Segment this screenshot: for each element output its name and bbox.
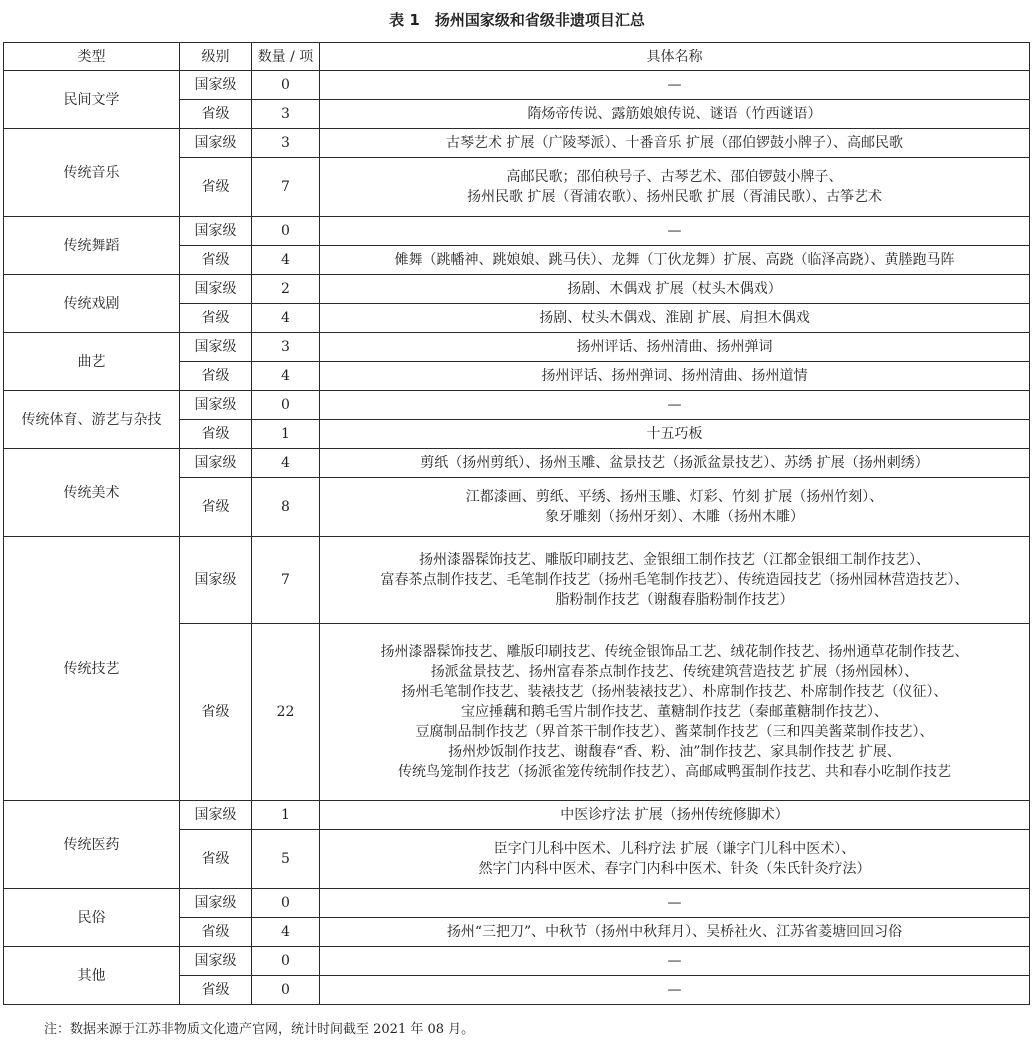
count-cell: 4 — [252, 362, 320, 391]
names-line: 扬州漆器髹饰技艺、雕版印刷技艺、金银细工制作技艺（江都金银细工制作技艺）、 — [419, 552, 930, 568]
names-line: 高邮民歌；邵伯秧号子、古琴艺术、邵伯锣鼓小牌子、 — [506, 169, 843, 185]
names-line: 江都漆画、剪纸、平绣、扬州玉雕、灯彩、竹刻 扩展（扬州竹刻）、 — [465, 489, 884, 505]
names-line: — — [667, 953, 682, 969]
names-cell — [320, 801, 1030, 830]
names-cell — [320, 976, 1030, 1005]
names-cell — [320, 420, 1030, 449]
names-line: 然字门内科中医术、春字门内科中医术、针灸（朱氏针灸疗法） — [478, 861, 871, 877]
level-cell: 国家级 — [180, 391, 252, 420]
names-line: 扬州评话、扬州清曲、扬州弹词 — [576, 339, 773, 355]
level-cell: 省级 — [180, 246, 252, 275]
names-cell — [320, 129, 1030, 158]
names-line: 中医诊疗法 扩展（扬州传统修脚术） — [560, 807, 789, 823]
level-cell: 国家级 — [180, 217, 252, 246]
table-row — [4, 71, 1030, 100]
count-cell: 4 — [252, 449, 320, 478]
names-line: — — [667, 223, 682, 239]
level-cell: 省级 — [180, 362, 252, 391]
names-line: 十五巧板 — [646, 426, 703, 442]
names-line: 剪纸（扬州剪纸）、扬州玉雕、盆景技艺（扬派盆景技艺）、苏绣 扩展（扬州刺绣） — [420, 455, 929, 471]
count-cell: 4 — [252, 304, 320, 333]
names-line: — — [667, 397, 682, 413]
count-cell: 22 — [252, 624, 320, 801]
names-line: 象牙雕刻（扬州牙刻）、木雕（扬州木雕） — [545, 509, 804, 525]
count-cell: 7 — [252, 158, 320, 217]
level-cell: 省级 — [180, 420, 252, 449]
names-cell — [320, 304, 1030, 333]
level-cell: 省级 — [180, 158, 252, 217]
header-type: 类型 — [4, 43, 180, 71]
names-cell — [320, 333, 1030, 362]
level-cell: 国家级 — [180, 71, 252, 100]
count-cell: 0 — [252, 947, 320, 976]
table-row — [4, 275, 1030, 304]
count-cell: 1 — [252, 420, 320, 449]
names-cell — [320, 478, 1030, 537]
names-line: 宝应捶藕和鹅毛雪片制作技艺、董糖制作技艺（秦邮董糖制作技艺）、 — [461, 704, 888, 720]
count-cell: 0 — [252, 391, 320, 420]
names-line: 扬剧、杖头木偶戏、淮剧 扩展、肩担木偶戏 — [539, 310, 810, 326]
level-cell: 省级 — [180, 976, 252, 1005]
level-cell: 省级 — [180, 830, 252, 889]
names-cell — [320, 362, 1030, 391]
category-type-cell: 传统舞蹈 — [4, 217, 180, 275]
table-row — [4, 391, 1030, 420]
names-cell — [320, 947, 1030, 976]
names-line: 扬州漆器髹饰技艺、雕版印刷技艺、传统金银饰品工艺、绒花制作技艺、扬州通草花制作技艺、 — [380, 644, 969, 660]
level-cell: 省级 — [180, 478, 252, 537]
names-cell — [320, 100, 1030, 129]
names-line: 脂粉制作技艺（谢馥春脂粉制作技艺） — [555, 592, 794, 608]
names-cell — [320, 889, 1030, 918]
names-line: 扬州民歌 扩展（胥浦农歌）、扬州民歌 扩展（胥浦民歌）、古筝艺术 — [467, 189, 882, 205]
count-cell: 3 — [252, 129, 320, 158]
table-row — [4, 801, 1030, 830]
names-cell — [320, 217, 1030, 246]
category-type-cell: 民间文学 — [4, 71, 180, 129]
category-type-cell: 传统医药 — [4, 801, 180, 889]
count-cell: 3 — [252, 333, 320, 362]
names-line: 扬州评话、扬州弹词、扬州清曲、扬州道情 — [541, 368, 808, 384]
names-cell — [320, 275, 1030, 304]
count-cell: 0 — [252, 976, 320, 1005]
category-type-cell: 传统戏剧 — [4, 275, 180, 333]
level-cell: 国家级 — [180, 801, 252, 830]
level-cell: 国家级 — [180, 275, 252, 304]
names-line: 扬州“三把刀”、中秋节（扬州中秋拜月）、吴桥社火、江苏省菱塘回回习俗 — [446, 924, 903, 940]
count-cell: 0 — [252, 217, 320, 246]
category-type-cell: 传统技艺 — [4, 537, 180, 801]
names-line: 隋炀帝传说、露筋娘娘传说、谜语（竹西谜语） — [527, 106, 822, 122]
category-type-cell: 传统美术 — [4, 449, 180, 537]
names-line: 扬州毛笔制作技艺、装裱技艺（扬州装裱技艺）、朴席制作技艺、朴席制作技艺（仪征）、 — [401, 684, 948, 700]
table-title: 表 1 扬州国家级和省级非遗项目汇总 — [389, 11, 645, 29]
level-cell: 国家级 — [180, 537, 252, 624]
count-cell: 0 — [252, 71, 320, 100]
level-cell: 省级 — [180, 624, 252, 801]
names-line: 扬剧、木偶戏 扩展（杖头木偶戏） — [567, 281, 782, 297]
table-row — [4, 537, 1030, 624]
table-row — [4, 947, 1030, 976]
names-cell — [320, 246, 1030, 275]
count-cell: 8 — [252, 478, 320, 537]
names-cell — [320, 449, 1030, 478]
table-row — [4, 449, 1030, 478]
category-type-cell: 民俗 — [4, 889, 180, 947]
source-note: 注：数据来源于江苏非物质文化遗产官网，统计时间截至 2021 年 08 月。 — [44, 1022, 475, 1037]
names-line: — — [667, 895, 682, 911]
level-cell: 国家级 — [180, 129, 252, 158]
names-cell — [320, 918, 1030, 947]
heritage-table — [3, 42, 1030, 1005]
count-cell: 0 — [252, 889, 320, 918]
table-body — [4, 71, 1030, 1005]
count-cell: 4 — [252, 246, 320, 275]
names-line: 傩舞（跳幡神、跳娘娘、跳马伕）、龙舞（丁伙龙舞）扩展、高跷（临泽高跷）、黄塍跑马阵 — [394, 252, 955, 268]
category-type-cell: 传统体育、游艺与杂技 — [4, 391, 180, 449]
names-cell — [320, 830, 1030, 889]
count-cell: 4 — [252, 918, 320, 947]
names-line: — — [667, 982, 682, 998]
header-names: 具体名称 — [320, 43, 1030, 71]
names-cell — [320, 71, 1030, 100]
level-cell: 国家级 — [180, 889, 252, 918]
table-row — [4, 333, 1030, 362]
table-row — [4, 889, 1030, 918]
category-type-cell: 曲艺 — [4, 333, 180, 391]
table-row — [4, 129, 1030, 158]
names-line: 豆腐制品制作技艺（界首茶干制作技艺）、酱菜制作技艺（三和四美酱菜制作技艺）、 — [415, 724, 934, 740]
count-cell: 3 — [252, 100, 320, 129]
level-cell: 国家级 — [180, 449, 252, 478]
header-level: 级别 — [180, 43, 252, 71]
names-line: 富春茶点制作技艺、毛笔制作技艺（扬州毛笔制作技艺）、传统造园技艺（扬州园林营造技艺）、 — [380, 572, 969, 588]
names-line: 扬派盆景技艺、扬州富春茶点制作技艺、传统建筑营造技艺 扩展（扬州园林）、 — [430, 664, 919, 680]
category-type-cell: 传统音乐 — [4, 129, 180, 217]
level-cell: 国家级 — [180, 333, 252, 362]
header-row — [4, 43, 1030, 71]
count-cell: 5 — [252, 830, 320, 889]
level-cell: 省级 — [180, 918, 252, 947]
names-cell — [320, 391, 1030, 420]
count-cell: 2 — [252, 275, 320, 304]
count-cell: 1 — [252, 801, 320, 830]
names-line: 古琴艺术 扩展（广陵琴派）、十番音乐 扩展（邵伯锣鼓小牌子）、高邮民歌 — [446, 135, 903, 151]
count-cell: 7 — [252, 537, 320, 624]
names-line: — — [667, 77, 682, 93]
names-line: 传统鸟笼制作技艺（扬派雀笼传统制作技艺）、高邮咸鸭蛋制作技艺、共和春小吃制作技艺 — [398, 764, 951, 780]
names-cell — [320, 624, 1030, 801]
table-row — [4, 217, 1030, 246]
level-cell: 省级 — [180, 100, 252, 129]
names-cell — [320, 158, 1030, 217]
names-cell — [320, 537, 1030, 624]
category-type-cell: 其他 — [4, 947, 180, 1005]
names-line: 扬州炒饭制作技艺、谢馥春“香、粉、油”制作技艺、家具制作技艺 扩展、 — [448, 744, 901, 760]
header-count: 数量 / 项 — [252, 43, 320, 71]
names-line: 臣字门儿科中医术、儿科疗法 扩展（谦字门儿科中医术）、 — [493, 841, 856, 857]
level-cell: 省级 — [180, 304, 252, 333]
level-cell: 国家级 — [180, 947, 252, 976]
